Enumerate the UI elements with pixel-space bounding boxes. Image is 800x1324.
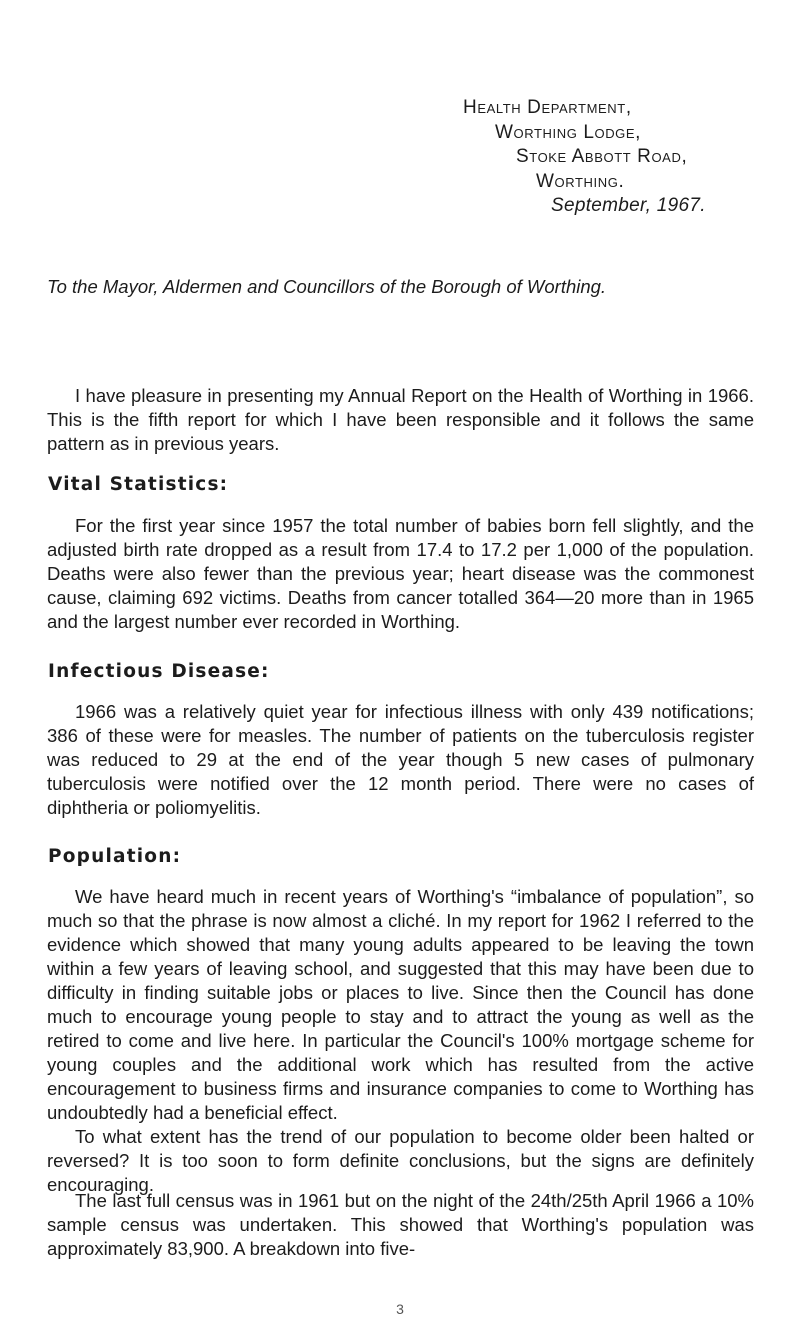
letter-date: September, 1967. xyxy=(551,195,706,216)
address-line-street: Stoke Abbott Road, xyxy=(516,146,688,167)
heading-infectious-disease: Infectious Disease: xyxy=(48,661,270,682)
address-line-building: Worthing Lodge, xyxy=(495,121,642,143)
population-paragraph-2: To what extent has the trend of our population to become older been halted or reversed? It is too soon to form definite conclusions, but the signs are definitely encouraging. xyxy=(47,1126,754,1195)
vital-statistics-paragraph: For the first year since 1957 the total number of babies born fell slightly, and the adjusted birth rate dropped as a result from 17.4 to 17.2 per 1,000 of the population. Deaths were also fewer than the previous year; heart disease was the commonest cause, claiming 692 victims. Deaths from cancer totalled 364—20 more than in 1965 and the largest number ever recorded in Worthing. xyxy=(47,515,754,632)
address-line-department: Health Department, xyxy=(463,97,632,118)
heading-population: Population: xyxy=(48,846,182,867)
address-line-town: Worthing. xyxy=(536,170,625,192)
heading-vital-statistics: Vital Statistics: xyxy=(48,474,229,495)
sender-address xyxy=(459,96,779,219)
page-number: 3 xyxy=(396,1301,404,1317)
population-paragraph-3: The last full census was in 1961 but on the night of the 24th/25th April 1966 a 10% sample census was undertaken. This showed that Worthing's population was approximately 83,900. A breakdown into five- xyxy=(47,1190,754,1259)
infectious-disease-paragraph: 1966 was a relatively quiet year for infectious illness with only 439 notifications; 386 of these were for measles. The number of patients on the tuberculosis register was reduced to 29 at the end of the year though 5 new cases of pulmonary tuberculosis were notified over the 12 month period. There were no cases of diphtheria or poliomyelitis. xyxy=(47,701,754,818)
intro-paragraph: I have pleasure in presenting my Annual Report on the Health of Worthing in 1966. This is the fifth report for which I have been responsible and it follows the same pattern as in previous years. xyxy=(47,385,754,454)
population-paragraph-1: We have heard much in recent years of Worthing's “imbalance of population”, so much so that the phrase is now almost a cliché. In my report for 1962 I referred to the evidence which showed that many young adults appeared to be leaving the town within a few years of leaving school, and suggested that this may have been due to difficulty in finding suitable jobs or places to live. Since then the Council has done much to encourage young people to stay and to attract the young as well as the retired to come and live here. In particular the Council's 100% mortgage scheme for young couples and the additional work which has resulted from the active encouragement to business firms and insurance companies to come to Worthing has undoubtedly had a beneficial effect. xyxy=(47,886,754,1123)
salutation: To the Mayor, Aldermen and Councillors of the Borough of Worthing. xyxy=(47,276,607,297)
